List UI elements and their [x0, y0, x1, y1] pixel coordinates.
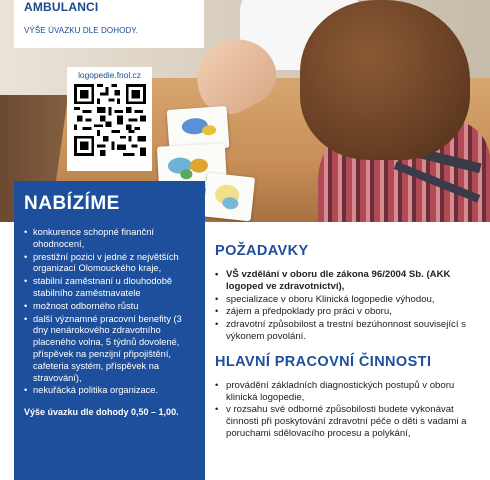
requirements-list	[215, 269, 487, 343]
requirements-heading: POŽADAVKY	[215, 243, 309, 259]
activities-heading: HLAVNÍ PRACOVNÍ ČINNOSTI	[215, 353, 432, 370]
qr-url[interactable]: logopedie.fnol.cz	[78, 70, 141, 80]
list-item: • provádění základních diagnostických postupů v oboru klinická logopedie,	[215, 380, 487, 404]
activities-list	[215, 380, 487, 440]
list-item: • možnost odborného růstu	[24, 301, 195, 313]
qr-panel	[67, 67, 152, 171]
list-item: • zájem a předpoklady pro práci v oboru,	[215, 306, 487, 318]
offer-panel	[14, 181, 205, 480]
list-item: • v rozsahu své odborné způsobilosti budete vykonávat činnosti při poskytování zdravotní péče o děti s vadami a poruchami sdělovacího procesu a polykání,	[215, 404, 487, 439]
list-item: • stabilní zaměstnaní u dlouhodobě stabilního zaměstnavatele	[24, 276, 195, 300]
header-subtitle: VÝŠE ÚVAZKU DLE DOHODY.	[24, 26, 139, 35]
offer-footer: Výše úvazku dle dohody 0,50 – 1,00.	[24, 407, 179, 418]
right-column	[215, 243, 487, 441]
header-title: AMBULANCI	[24, 0, 99, 14]
offer-list	[24, 227, 195, 397]
list-item: • VŠ vzdělání v oboru dle zákona 96/2004 Sb. (AKK logoped ve zdravotnictví),	[215, 269, 487, 293]
offer-heading: NABÍZÍME	[24, 193, 120, 214]
list-item: • konkurence schopné finanční ohodnocení,	[24, 227, 195, 251]
qr-code-icon	[74, 84, 146, 156]
list-item: • další významné pracovní benefity (3 dny nenárokového zdravotního placeného volna, 5 týdnů dovolené, příspěvek na penzijní připojištění, cafeteria systém, příspěvek na stravování),	[24, 314, 195, 385]
list-item: • nekuřácká politika organizace.	[24, 385, 195, 397]
header-box	[14, 0, 204, 48]
list-item: • specializace v oboru Klinická logopedie výhodou,	[215, 294, 487, 306]
list-item: • prestižní pozici v jedné z největších organizací Olomouckého kraje,	[24, 252, 195, 276]
list-item: • zdravotní způsobilost a trestní bezúhonnost související s výkonem povolání.	[215, 319, 487, 343]
